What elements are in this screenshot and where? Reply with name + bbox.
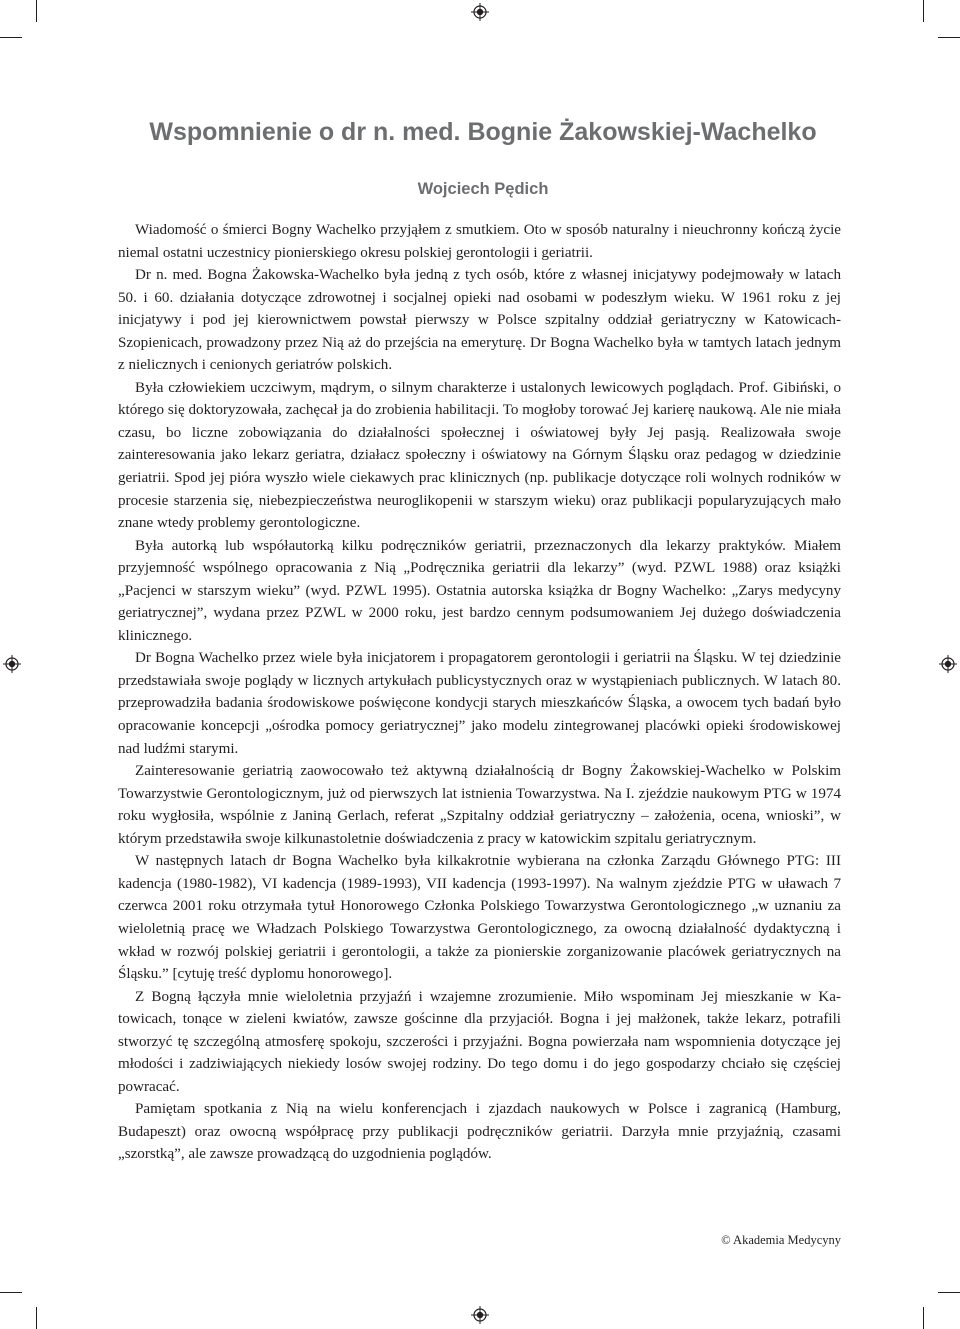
crop-mark xyxy=(938,1292,960,1293)
paragraph: Zainteresowanie geriatrią zaowocowało też aktywną działalnością dr Bogny Żakowskiej-Wachelko w Polskim Towarzystwie Gerontologicznym, już od pierwszych lat istnienia Towarzystwa. Na I. zjeździe naukowym PTG w 1974 roku wygłosiła, wspólnie z Janiną Gerlach, referat „Szpitalny oddział geriatryczny – założenia, ocena, wnioski”, w którym przedstawiła swoje kilkunastoletnie doświadczenia z pracy w katowickim szpitalu geriatrycznym. xyxy=(118,763,841,847)
registration-mark-icon xyxy=(939,655,957,673)
registration-mark-icon xyxy=(471,1306,489,1324)
footer-copyright xyxy=(721,1233,841,1248)
paragraph: Była człowiekiem uczciwym, mądrym, o silnym charakterze i ustalonych lewicowych poglądach. Prof. Gibiński, o którego się doktoryzowała, zachęcał ja do zrobienia habilitacji. To mogłoby torować Jej karierę naukową. Ale nie miała czasu, bo liczne zobowiązania do działalności społecznej i oświatowej były Jej pasją. Realizowała swoje zainteresowania jako lekarz geriatra, działacz społeczny i oświatowy na Górnym Śląsku oraz pedagog w dziedzinie geriatrii. Spod jej pióra wyszło wiele ciekawych prac klinicznych (np. publikacje dotyczące roli wolnych rodników w procesie starzenia się, niebezpieczeństwa neuroglikopenii w starszym wieku) oraz publikacji popularyzujących mało znane wtedy problemy gerontologiczne. xyxy=(118,379,841,532)
crop-mark xyxy=(0,1292,22,1293)
article-author: Wojciech Pędich xyxy=(417,180,549,198)
crop-mark xyxy=(36,0,37,22)
paragraph: Dr Bogna Wachelko przez wiele była inicjatorem i propagatorem gerontologii i geriatrii na Śląsku. W tej dziedzinie przedstawiała swoje poglądy w licznych artykułach publicystycznych oraz w wystąpieniach publicznych. W latach 80. przeprowadziła badania środowiskowe poświęcone kondycji starych mieszkańców Śląska, a owocem tych badań było opracowanie koncepcji „ośrodka pomocy geriatrycznej” jako modelu zintegrowanej placówki opieki środowiskowej nad ludźmi starymi. xyxy=(118,650,841,757)
paragraph: Dr n. med. Bogna Żakowska-Wachelko była jedną z tych osób, które z własnej inicjatywy podejmowały w latach 50. i 60. działania dotyczące zdrowotnej i socjalnej opieki nad osobami w podeszłym wieku. W 1961 roku z jej inicjatywy i pod jej kierownictwem powstał pierwszy w Polsce szpitalny oddział geriatryczny w Katowicach-Szopienicach, prowadzony przez Nią aż do przejścia na emeryturę. Dr Bogna Wachelko była w tamtych latach jednym z nielicznych i cenionych geriatrów polskich. xyxy=(118,267,841,374)
registration-mark-icon xyxy=(3,655,21,673)
crop-mark xyxy=(0,37,22,38)
article-title: Wspomnienie o dr n. med. Bognie Żakowskiej-Wachelko xyxy=(149,118,817,146)
crop-mark xyxy=(923,0,924,22)
crop-mark xyxy=(938,37,960,38)
paragraph: Z Bogną łączyła mnie wieloletnia przyjaźń i wzajemne zrozumienie. Miło wspominam Jej mieszkanie w Katowicach, tonące w zieleni kwiatów, zawsze gościnne dla przyjaciół. Bogna i jej małżonek, także lekarz, potrafili stworzyć tę szczególną atmosferę spokoju, szczerości i przyjaźni. Bogna powierzała nam wspomnienia dotyczące jej młodości i zadziwiających niekiedy losów swojej rodziny. Do tego domu i do jego gospodarzy chciało się częściej powracać. xyxy=(118,988,841,1095)
crop-mark xyxy=(923,1307,924,1329)
crop-mark xyxy=(36,1307,37,1329)
article-body xyxy=(118,219,841,1166)
footer-publisher: Akademia Medycyny xyxy=(733,1233,841,1247)
paragraph: Była autorką lub współautorką kilku podręczników geriatrii, przeznaczonych dla lekarzy praktyków. Miałem przyjemność wspólnego opracowania z Nią „Podręcznika geriatrii dla lekarzy” (wyd. PZWL 1988) oraz książki „Pacjenci w starszym wieku” (wyd. PZWL 1995). Ostatnia autorska książka dr Bogny Wachelko: „Zarys medycyny geriatrycznej”, wydana przez PZWL w 2000 roku, jest bardzo cennym podsumowaniem Jej dużego doświadczenia klinicznego. xyxy=(118,537,841,644)
copyright-icon: © xyxy=(721,1233,731,1247)
registration-mark-icon xyxy=(471,3,489,21)
paragraph: Pamiętam spotkania z Nią na wielu konferencjach i zjazdach naukowych w Polsce i zagranicą (Hamburg, Budapeszt) oraz owocną współpracę przy publikacji podręczników geriatrii. Darzyła mnie przyjaźnią, czasami „szorstką”, ale zawsze prowadzącą do uzgodnienia poglądów. xyxy=(118,1101,841,1163)
paragraph: Wiadomość o śmierci Bogny Wachelko przyjąłem z smutkiem. Oto w sposób naturalny i nieuchronny kończą życie niemal ostatni uczestnicy pionierskiego okresu polskiej gerontologii i geriatrii. xyxy=(118,222,841,261)
paragraph: W następnych latach dr Bogna Wachelko była kilkakrotnie wybierana na członka Zarządu Głównego PTG: III kadencja (1980-1982), VI kadencja (1989-1993), VII kadencja (1993-1997). Na walnym zjeździe PTG w uławach 7 czerwca 2001 roku otrzymała tytuł Honorowego Członka Polskiego Towarzystwa Gerontologicznego „w uznaniu za wieloletnią pracę we Władzach Polskiego Towarzystwa Gerontologicznego, za owocną działalność dydaktyczną i wkład w rozwój polskiej geriatrii i gerontologii, a także za pionierskie zorganizowanie placówek geriatrycznych na Śląsku.” [cytuję treść dyplomu honorowego]. xyxy=(118,853,841,983)
